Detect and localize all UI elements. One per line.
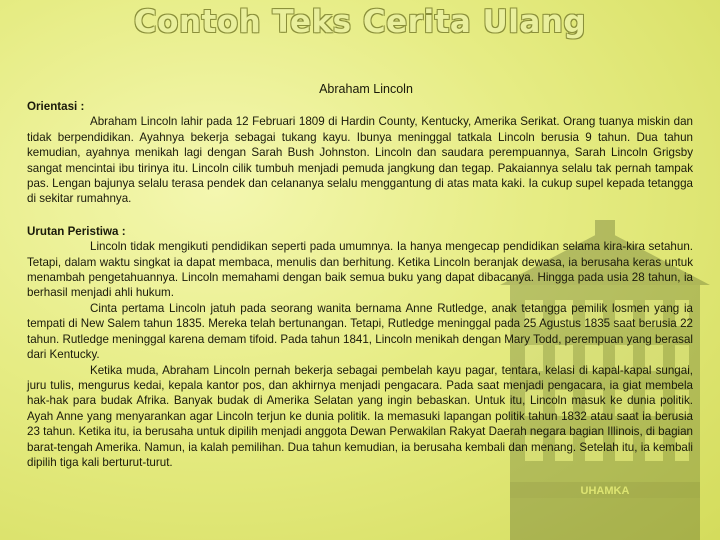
paragraph-orientasi: Abraham Lincoln lahir pada 12 Februari 1809 di Hardin County, Kentucky, Amerika Serikat. Orang tuanya miskin dan tidak berpendidikan. Ayahnya bekerja sebagai tukang kayu. Ibunya meninggal tatkala Lincoln berusia 9 tahun. Dua tahun kemudian, ayahnya menikah lagi dengan Sarah Bush Johnston. Lincoln dan saudara perempuannya, Sarah Lincoln Grigsby sangat mencintai ibu tirinya itu. Lincoln cilik tumbuh menjadi pemuda jangkung dan tegap. Pakaiannya selalu tak pernah tampak pas. Lengan bajunya selalu terasa pendek dan celananya selalu menggantung di atas mata kaki. Ia cukup supel kepada tetangga di sekitar rumahnya. <box>27 115 693 206</box>
section-heading-urutan-peristiwa: Urutan Peristiwa : <box>27 224 126 238</box>
building-sign: UHAMKA <box>580 485 630 497</box>
paragraph-peristiwa-2: Cinta pertama Lincoln jatuh pada seorang wanita bernama Anne Rutledge, anak tetangga pemilik losmen yang ia tempati di New Salem tahun 1835. Mereka telah bertunangan. Tetapi, Rutledge meninggal pada 25 Agustus 1835 saat berusia 22 tahun. Rutledge meninggal karena demam tifoid. Pada tahun 1841, Lincoln menikah dengan Mary Todd, perempuan yang berasal dari Kentucky. <box>27 301 693 362</box>
document-title: Abraham Lincoln <box>319 82 413 96</box>
section-heading-orientasi: Orientasi : <box>27 100 85 113</box>
document-body <box>27 99 693 470</box>
paragraph-peristiwa-1: Lincoln tidak mengikuti pendidikan seperti pada umumnya. Ia hanya mengecap pendidikan selama kira-kira setahun. Tetapi, dalam waktu singkat ia dapat membaca, menulis dan berhitung. Ketika Lincoln beranjak dewasa, ia berusaha keras untuk menambah pengetahuannya. Lincoln memahami dengan baik semua buku yang dapat dibacanya. Hingga pada usia 28 tahun, ia berhasil menjadi ahli hukum. <box>27 240 693 300</box>
paragraph-peristiwa-3: Ketika muda, Abraham Lincoln pernah bekerja sebagai pembelah kayu pagar, tentara, kelasi di kapal-kapal sungai, juru tulis, mengurus kedai, kepala kantor pos, dan akhirnya menjadi pengacara. Pada saat menjadi pengacara, ia giat membela hak-hak para budak Afrika. Banyak budak di Amerika Selatan yang ingin bebaskan. Untuk itu, Lincoln masuk ke dunia politik. Ayah Anne yang menyarankan agar Lincoln terjun ke dunia politik. Ia memasuki lapangan politik tahun 1832 atau saat ia berusia 23 tahun. Ketika itu, ia berusaha untuk dipilih menjadi anggota Dewan Perwakilan Rakyat Daerah negara bagian Illinois, di bagian barat-tengah Amerika. Namun, ia kalah pemilihan. Dua tahun kemudian, ia berusaha kembali dan menang. Setelah itu, ia kembali dipilih tiga kali berturut-turut. <box>27 363 693 469</box>
slide-title: Contoh Teks Cerita Ulang <box>133 4 587 40</box>
